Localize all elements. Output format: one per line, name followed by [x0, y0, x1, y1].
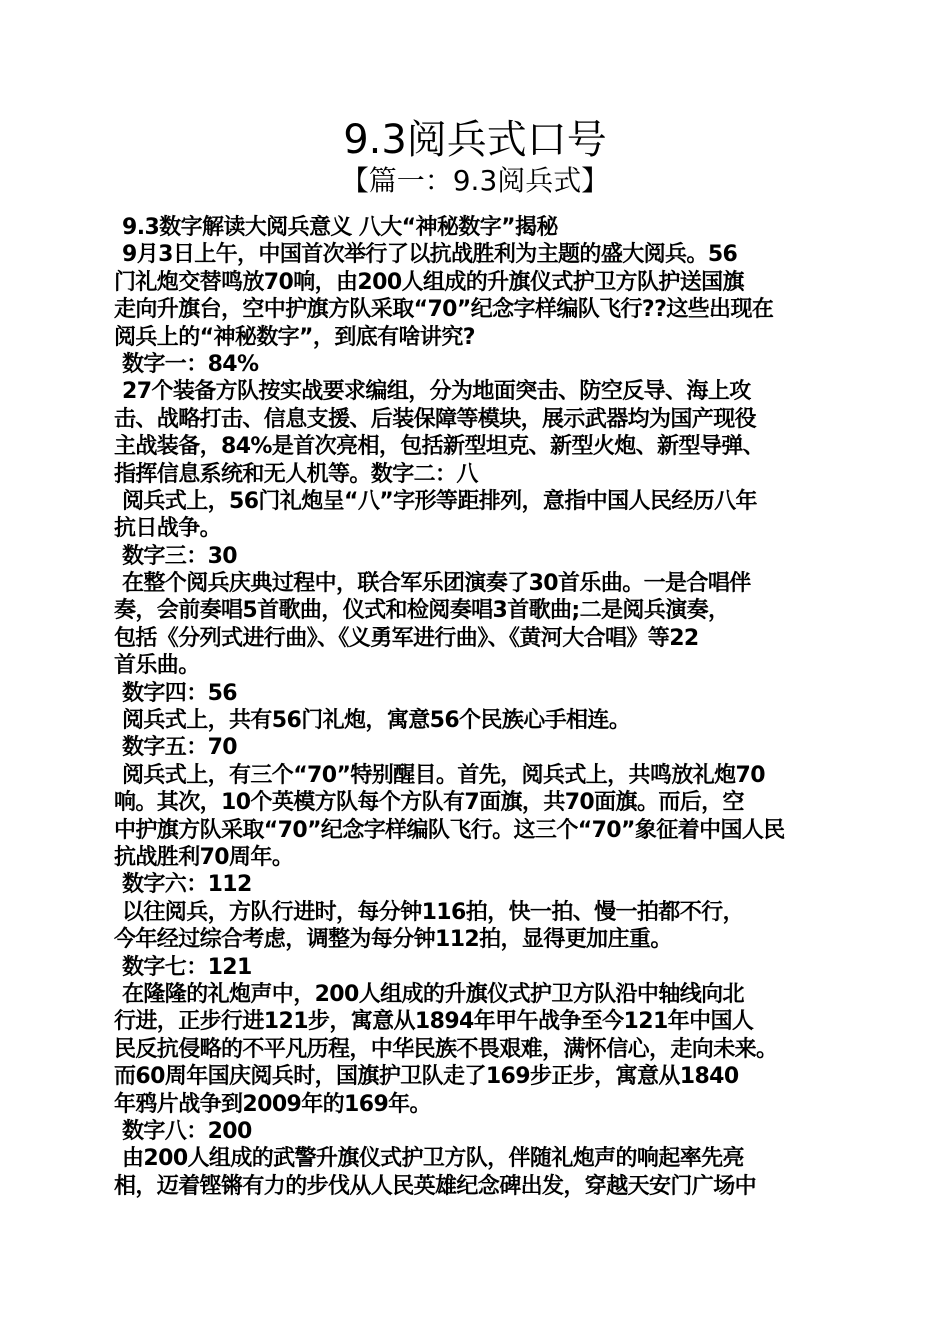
body-text-line: 响。其次，10个英模方队每个方队有7面旗，共70面旗。而后，空	[114, 790, 744, 816]
body-text-line: 数字三：30	[122, 543, 238, 569]
body-text-line: 包括《分列式进行曲》、《义勇军进行曲》、《黄河大合唱》等22	[114, 625, 699, 651]
body-text-line: 9月3日上午，中国首次举行了以抗战胜利为主题的盛大阅兵。56	[122, 242, 738, 268]
body-text-line: 行进，正步行进121步，寓意从1894年甲午战争至今121年中国人	[114, 1009, 754, 1035]
body-text-line: 阅兵式上，有三个“70”特别醒目。首先，阅兵式上，共鸣放礼炮70	[122, 762, 765, 788]
body-text-line: 27个装备方队按实战要求编组，分为地面突击、防空反导、海上攻	[122, 379, 751, 405]
body-text-line: 数字八：200	[122, 1118, 252, 1144]
body-text-line: 数字七：121	[122, 954, 252, 980]
body-text-line: 门礼炮交替鸣放70响，由200人组成的升旗仪式护卫方队护送国旗	[114, 269, 744, 295]
body-text-line: 在整个阅兵庆典过程中，联合军乐团演奏了30首乐曲。一是合唱伴	[122, 571, 751, 597]
body-text-line: 首乐曲。	[114, 653, 200, 679]
body-text-line: 奏，会前奏唱5首歌曲，仪式和检阅奏唱3首歌曲;二是阅兵演奏，	[114, 598, 730, 624]
document-body	[114, 214, 844, 1200]
body-text-line: 阅兵式上，56门礼炮呈“八”字形等距排列，意指中国人民经历八年	[122, 488, 757, 514]
body-text-line: 今年经过综合考虑，调整为每分钟112拍，显得更加庄重。	[114, 927, 672, 953]
body-text-line: 民反抗侵略的不平凡历程，中华民族不畏艰难，满怀信心，走向未来。	[114, 1036, 778, 1062]
body-text-line: 中护旗方队采取“70”纪念字样编队飞行。这三个“70”象征着中国人民	[114, 817, 785, 843]
body-text-line: 年鸦片战争到2009年的169年。	[114, 1091, 431, 1117]
body-text-line: 阅兵上的“神秘数字”，到底有啥讲究?	[114, 324, 475, 350]
document-subtitle: 【篇一：9.3阅兵式】	[340, 164, 610, 197]
body-text-line: 由200人组成的武警升旗仪式护卫方队，伴随礼炮声的响起率先亮	[122, 1146, 744, 1172]
body-text-line: 指挥信息系统和无人机等。数字二：八	[114, 461, 478, 487]
body-text-line: 而60周年国庆阅兵时，国旗护卫队走了169步正步，寓意从1840	[114, 1064, 739, 1090]
body-text-line: 阅兵式上，共有56门礼炮，寓意56个民族心手相连。	[122, 708, 631, 734]
body-text-line: 数字六：112	[122, 872, 252, 898]
body-text-line: 走向升旗台，空中护旗方队采取“70”纪念字样编队飞行??这些出现在	[114, 297, 774, 323]
body-text-line: 主战装备，84%是首次亮相，包括新型坦克、新型火炮、新型导弹、	[114, 434, 765, 460]
body-text-line: 数字一：84%	[122, 351, 259, 377]
body-text-line: 以往阅兵，方队行进时，每分钟116拍，快一拍、慢一拍都不行，	[122, 899, 744, 925]
body-text-line: 击、战略打击、信息支援、后装保障等模块，展示武器均为国产现役	[114, 406, 757, 432]
document-title: 9.3阅兵式口号	[343, 117, 607, 163]
body-text-line: 9.3数字解读大阅兵意义 八大“神秘数字”揭秘	[122, 215, 558, 240]
body-text-line: 抗日战争。	[114, 516, 222, 542]
body-text-line: 数字四：56	[122, 680, 238, 706]
body-text-line: 抗战胜利70周年。	[114, 844, 294, 870]
body-text-line: 相，迈着铿锵有力的步伐从人民英雄纪念碑出发，穿越天安门广场中	[114, 1173, 757, 1199]
body-text-line: 数字五：70	[122, 735, 238, 761]
body-text-line: 在隆隆的礼炮声中，200人组成的升旗仪式护卫方队沿中轴线向北	[122, 981, 744, 1007]
